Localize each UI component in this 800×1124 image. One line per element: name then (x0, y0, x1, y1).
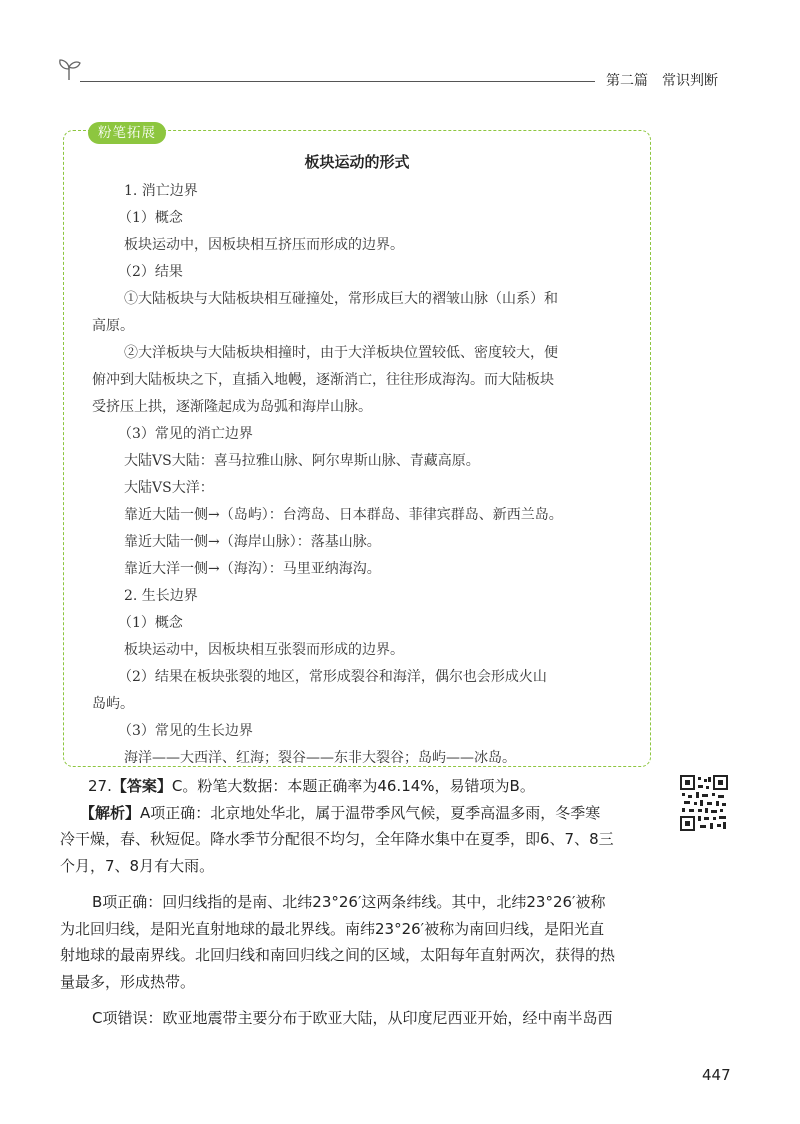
box-line: 2. 生长边界 (124, 588, 198, 604)
box-tag: 粉笔拓展 (88, 122, 166, 144)
box-line: 高原。 (92, 318, 134, 334)
box-line: 岛屿。 (92, 696, 134, 712)
analysis-label: 【解析】 (80, 803, 141, 822)
box-line: 受挤压上拱，逐渐隆起成为岛弧和海岸山脉。 (92, 399, 372, 415)
analysis-line: 射地球的最南界线。北回归线和南回归线之间的区域，太阳每年直射两次，获得的热 (60, 946, 616, 964)
box-line: 海洋——大西洋、红海；裂谷——东非大裂谷；岛屿——冰岛。 (124, 750, 516, 766)
answer-line (88, 773, 658, 800)
analysis-line: C项错误：欧亚地震带主要分布于欧亚大陆，从印度尼西亚开始，经中南半岛西 (92, 1009, 613, 1027)
qr-code-icon[interactable] (680, 775, 728, 831)
box-line: ①大陆板块与大陆板块相互碰撞处，常形成巨大的褶皱山脉（山系）和 (124, 291, 558, 307)
box-line: （3）常见的消亡边界 (118, 426, 253, 442)
header-rule (80, 81, 595, 82)
answer-label: 【答案】 (111, 777, 172, 795)
page-number: 447 (702, 1066, 731, 1084)
box-line: ②大洋板块与大陆板块相撞时，由于大洋板块位置较低、密度较大，便 (124, 345, 558, 361)
box-line: （2）结果 (118, 264, 183, 280)
analysis-line: 量最多，形成热带。 (60, 972, 196, 991)
box-line: 靠近大陆一侧→（海岸山脉）：落基山脉。 (124, 534, 381, 550)
sprout-icon (56, 56, 82, 82)
question-number: 27. (88, 777, 112, 795)
box-title: 板块运动的形式 (304, 153, 410, 171)
section-title: 第二篇 常识判断 (606, 73, 718, 89)
analysis-line: 为北回归线，是阳光直射地球的最北界线。南纬23°26′被称为南回归线，是阳光直 (60, 919, 605, 938)
answer-text: C。粉笔大数据：本题正确率为46.14%，易错项为B。 (171, 777, 535, 795)
analysis-line: 冷干燥，春、秋短促。降水季节分配很不均匀，全年降水集中在夏季，即6、7、8三 (60, 830, 614, 848)
box-content (90, 178, 642, 772)
box-line: 板块运动中，因板块相互张裂而形成的边界。 (124, 642, 404, 658)
box-line: 大陆VS大洋： (124, 480, 214, 496)
analysis-line (80, 800, 658, 827)
box-line: （3）常见的生长边界 (118, 723, 253, 739)
box-line: （1）概念 (118, 210, 183, 226)
analysis-section (60, 773, 658, 1032)
box-line: 1. 消亡边界 (124, 183, 198, 199)
box-line: 靠近大洋一侧→（海沟）：马里亚纳海沟。 (124, 561, 381, 577)
box-line: 俯冲到大陆板块之下，直插入地幔，逐渐消亡，往往形成海沟。而大陆板块 (92, 372, 554, 388)
analysis-text: A项正确：北京地处华北，属于温带季风气候，夏季高温多雨，冬季寒 (140, 803, 601, 822)
analysis-line: 个月，7、8月有大雨。 (60, 856, 215, 875)
box-line: 大陆VS大陆：喜马拉雅山脉、阿尔卑斯山脉、青藏高原。 (124, 453, 480, 469)
box-line: 靠近大陆一侧→（岛屿）：台湾岛、日本群岛、菲律宾群岛、新西兰岛。 (124, 507, 563, 523)
expansion-box (63, 130, 651, 767)
analysis-line: B项正确：回归线指的是南、北纬23°26′这两条纬线。其中，北纬23°26′被称 (92, 893, 606, 911)
box-line: 板块运动中，因板块相互挤压而形成的边界。 (124, 237, 404, 253)
box-line: （1）概念 (118, 615, 183, 631)
box-line: （2）结果在板块张裂的地区，常形成裂谷和海洋，偶尔也会形成火山 (118, 669, 547, 685)
